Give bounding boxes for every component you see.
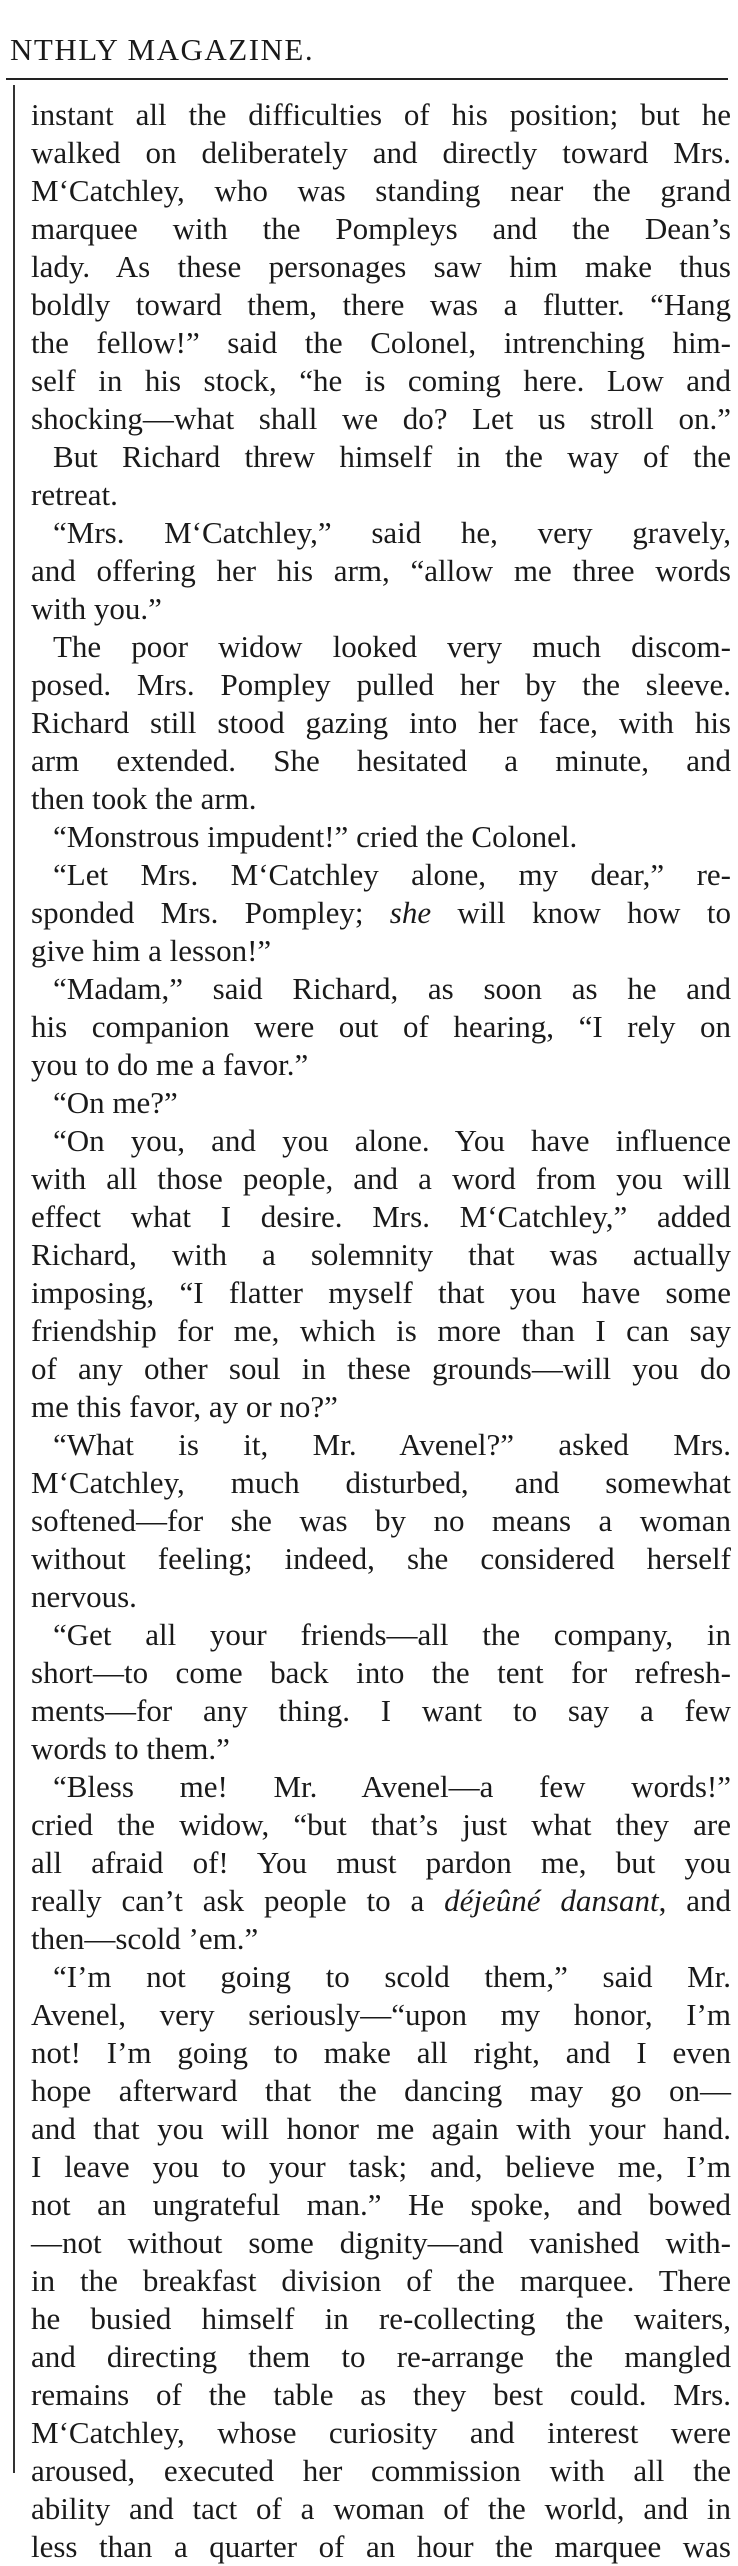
text-line: Avenel, very seriously—“upon my honor, I’m bbox=[31, 1997, 731, 2032]
text-line: self in his stock, “he is coming here. Low and bbox=[31, 363, 731, 398]
text-line: M‘Catchley, who was standing near the grand bbox=[31, 173, 731, 208]
column-rule bbox=[13, 85, 15, 2473]
text-line: in the breakfast division of the marquee. There bbox=[31, 2263, 731, 2298]
text-line: give him a lesson!” bbox=[31, 933, 272, 968]
text-line: Richard, with a solemnity that was actually bbox=[31, 1237, 731, 1272]
text-line: not! I’m going to make all right, and I even bbox=[31, 2035, 731, 2070]
text-line: with you.” bbox=[31, 591, 162, 626]
text-line: he busied himself in re-collecting the waiters, bbox=[31, 2301, 731, 2336]
text-line: then took the arm. bbox=[31, 781, 257, 816]
running-head: NTHLY MAGAZINE. bbox=[10, 32, 315, 67]
text-line: Richard still stood gazing into her face, with his bbox=[31, 705, 731, 740]
text-line: short—to come back into the tent for refresh- bbox=[31, 1655, 731, 1690]
text-line: shocking—what shall we do? Let us stroll on.” bbox=[31, 401, 731, 436]
text-line: —not without some dignity—and vanished with- bbox=[31, 2225, 731, 2260]
text-column bbox=[31, 96, 731, 2566]
text-line: words to them.” bbox=[31, 1731, 230, 1766]
text-line: without feeling; indeed, she considered herself bbox=[31, 1541, 731, 1576]
text-line: M‘Catchley, whose curiosity and interest were bbox=[31, 2415, 731, 2450]
text-line: “Let Mrs. M‘Catchley alone, my dear,” re- bbox=[53, 857, 731, 892]
text-line: walked on deliberately and directly toward Mrs. bbox=[31, 135, 731, 170]
text-line: the fellow!” said the Colonel, intrenching him- bbox=[31, 325, 731, 360]
text-line: “On me?” bbox=[53, 1085, 178, 1120]
text-line: cried the widow, “but that’s just what they are bbox=[31, 1807, 731, 1842]
text-line: But Richard threw himself in the way of the bbox=[53, 439, 731, 474]
header-rule bbox=[6, 78, 728, 80]
text-line: me this favor, ay or no?” bbox=[31, 1389, 338, 1424]
text-line: “On you, and you alone. You have influence bbox=[53, 1123, 731, 1158]
text-line: “Madam,” said Richard, as soon as he and bbox=[53, 971, 731, 1006]
text-line: marquee with the Pompleys and the Dean’s bbox=[31, 211, 731, 246]
text-line: retreat. bbox=[31, 477, 118, 512]
text-line: instant all the difficulties of his position; but he bbox=[31, 97, 731, 132]
text-line: “I’m not going to scold them,” said Mr. bbox=[53, 1959, 731, 1994]
text-line: his companion were out of hearing, “I rely on bbox=[31, 1009, 731, 1044]
text-line: lady. As these personages saw him make thus bbox=[31, 249, 731, 284]
text-line: hope afterward that the dancing may go on— bbox=[31, 2073, 731, 2108]
text-line: posed. Mrs. Pompley pulled her by the sleeve. bbox=[31, 667, 731, 702]
text-line: and that you will honor me again with your hand. bbox=[31, 2111, 731, 2146]
text-line: nervous. bbox=[31, 1579, 137, 1614]
text-line: “Mrs. M‘Catchley,” said he, very gravely, bbox=[53, 515, 731, 550]
text-line: “Get all your friends—all the company, in bbox=[53, 1617, 731, 1652]
text-line: with all those people, and a word from you will bbox=[31, 1161, 731, 1196]
text-line: M‘Catchley, much disturbed, and somewhat bbox=[31, 1465, 731, 1500]
text-line: not an ungrateful man.” He spoke, and bowed bbox=[31, 2187, 731, 2222]
text-line: effect what I desire. Mrs. M‘Catchley,” added bbox=[31, 1199, 731, 1234]
text-line: less than a quarter of an hour the marquee was bbox=[31, 2529, 731, 2564]
text-line: friendship for me, which is more than I can say bbox=[31, 1313, 731, 1348]
text-line: you to do me a favor.” bbox=[31, 1047, 309, 1082]
text-line: “Monstrous impudent!” cried the Colonel. bbox=[53, 819, 578, 854]
text-line: remains of the table as they best could. Mrs. bbox=[31, 2377, 731, 2412]
text-line: ments—for any thing. I want to say a few bbox=[31, 1693, 731, 1728]
text-line: softened—for she was by no means a woman bbox=[31, 1503, 731, 1538]
text-line: “Bless me! Mr. Avenel—a few words!” bbox=[53, 1769, 731, 1804]
text-line: arm extended. She hesitated a minute, and bbox=[31, 743, 731, 778]
text-line: sponded Mrs. Pompley; she will know how to bbox=[31, 895, 731, 930]
text-line: really can’t ask people to a déjeûné dansant, and bbox=[31, 1883, 731, 1918]
text-line: I leave you to your task; and, believe me, I’m bbox=[31, 2149, 731, 2184]
text-line: and offering her his arm, “allow me three words bbox=[31, 553, 731, 588]
text-line: of any other soul in these grounds—will you do bbox=[31, 1351, 731, 1386]
text-line: imposing, “I flatter myself that you have some bbox=[31, 1275, 731, 1310]
text-line: then—scold ’em.” bbox=[31, 1921, 259, 1956]
text-line: The poor widow looked very much discom- bbox=[53, 629, 731, 664]
text-line: ability and tact of a woman of the world, and in bbox=[31, 2491, 731, 2526]
text-line: all afraid of! You must pardon me, but you bbox=[31, 1845, 731, 1880]
text-line: aroused, executed her commission with all the bbox=[31, 2453, 731, 2488]
text-line: boldly toward them, there was a flutter. “Hang bbox=[31, 287, 731, 322]
text-line: and directing them to re-arrange the mangled bbox=[31, 2339, 731, 2374]
text-line: “What is it, Mr. Avenel?” asked Mrs. bbox=[53, 1427, 731, 1462]
